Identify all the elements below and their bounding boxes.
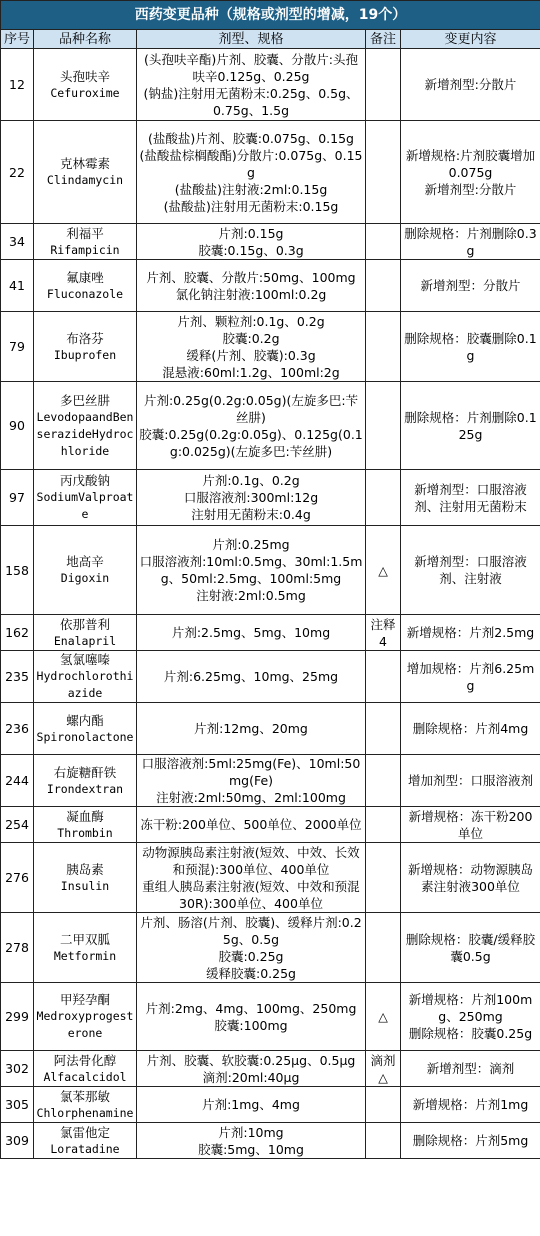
form-spec-cell: 片剂、胶囊、分散片:50mg、100mg 氯化钠注射液:100ml:0.2g: [137, 260, 366, 312]
header-form-spec: 剂型、规格: [137, 30, 366, 49]
form-spec-cell: (盐酸盐)片剂、胶囊:0.075g、0.15g (盐酸盐棕榈酸酯)分散片:0.075g、0.15g (盐酸盐)注射液:2ml:0.15g (盐酸盐)注射用无菌粉末:0.15g: [137, 121, 366, 224]
drug-name-english: SodiumValproate: [36, 490, 134, 521]
drug-name-english: Fluconazole: [46, 286, 124, 301]
drug-name-cell: [34, 1087, 137, 1123]
table-row: [1, 1123, 540, 1159]
change-cell: 新增规格：片剂100mg、250mg 删除规格：胶囊0.25g: [401, 983, 540, 1051]
table-row: [1, 983, 540, 1051]
drug-name-chinese: 布洛芬: [66, 330, 104, 346]
note-cell: 滴剂△: [366, 1051, 401, 1087]
change-cell: 删除规格：片剂删除0.125g: [401, 382, 540, 470]
drug-name-english: Rifampicin: [50, 242, 120, 257]
row-number: 158: [1, 526, 34, 615]
table-row: [1, 224, 540, 260]
change-cell: 删除规格：片剂4mg: [401, 703, 540, 755]
table-row: [1, 755, 540, 807]
change-cell: 新增剂型：滴剂: [401, 1051, 540, 1087]
change-cell: 删除规格：片剂删除0.3g: [401, 224, 540, 260]
drug-name-cell: [34, 1051, 137, 1087]
note-cell: [366, 807, 401, 843]
change-cell: 新增规格:片剂胶囊增加0.075g 新增剂型:分散片: [401, 121, 540, 224]
drug-name-cell: [34, 312, 137, 382]
drug-name-chinese: 二甲双胍: [59, 931, 110, 947]
row-number: 302: [1, 1051, 34, 1087]
header-name: 品种名称: [34, 30, 137, 49]
row-number: 12: [1, 49, 34, 121]
form-spec-cell: 片剂:0.25mg 口服溶液剂:10ml:0.5mg、30ml:1.5mg、50ml:2.5mg、100ml:5mg 注射液:2ml:0.5mg: [137, 526, 366, 615]
note-cell: [366, 224, 401, 260]
drug-name-english: Clindamycin: [46, 173, 124, 187]
table-row: [1, 703, 540, 755]
note-cell: [366, 382, 401, 470]
drug-name-cell: [34, 755, 137, 807]
change-cell: 新增规格：片剂1mg: [401, 1087, 540, 1123]
drug-name-chinese: 右旋糖酐铁: [53, 764, 117, 780]
form-spec-cell: 片剂:12mg、20mg: [137, 703, 366, 755]
drug-name-english: Spironolactone: [36, 729, 134, 744]
form-spec-cell: 片剂:2mg、4mg、100mg、250mg 胶囊:100mg: [137, 983, 366, 1051]
row-number: 305: [1, 1087, 34, 1123]
drug-name-chinese: 凝血酶: [66, 808, 104, 824]
row-number: 22: [1, 121, 34, 224]
header-change: 变更内容: [401, 30, 540, 49]
row-number: 90: [1, 382, 34, 470]
form-spec-cell: 片剂、胶囊、软胶囊:0.25μg、0.5μg 滴剂:20ml:40μg: [137, 1051, 366, 1087]
change-cell: 增加规格：片剂6.25mg: [401, 651, 540, 703]
table-row: [1, 470, 540, 526]
drug-name-chinese: 胰岛素: [66, 861, 104, 877]
drug-name-cell: [34, 260, 137, 312]
form-spec-cell: 片剂:10mg 胶囊:5mg、10mg: [137, 1123, 366, 1159]
drug-name-english: Alfacalcidol: [43, 1069, 127, 1084]
drug-name-english: Insulin: [60, 878, 110, 893]
drug-name-english: Hydrochlorothiazide: [36, 669, 134, 700]
header-note: 备注: [366, 30, 401, 49]
table-row: [1, 49, 540, 121]
note-cell: [366, 755, 401, 807]
table-row: [1, 615, 540, 651]
change-cell: 新增规格：冻干粉200单位: [401, 807, 540, 843]
drug-name-chinese: 丙戊酸钠: [59, 473, 110, 488]
table-row: [1, 1051, 540, 1087]
drug-name-cell: [34, 703, 137, 755]
table-row: [1, 1087, 540, 1123]
drug-name-english: Cefuroxime: [50, 85, 120, 100]
drug-name-chinese: 螺内酯: [66, 712, 104, 728]
form-spec-cell: 片剂:2.5mg、5mg、10mg: [137, 615, 366, 651]
drug-name-cell: [34, 224, 137, 260]
drug-name-cell: [34, 807, 137, 843]
note-cell: △: [366, 526, 401, 615]
table-row: [1, 312, 540, 382]
note-cell: [366, 843, 401, 913]
drug-name-chinese: 依那普利: [59, 616, 110, 632]
drug-name-cell: [34, 382, 137, 470]
drug-name-english: Digoxin: [60, 571, 110, 585]
note-cell: [366, 312, 401, 382]
table-row: [1, 651, 540, 703]
drug-name-chinese: 氯雷他定: [59, 1124, 110, 1140]
note-cell: [366, 49, 401, 121]
form-spec-cell: 口服溶液剂:5ml:25mg(Fe)、10ml:50mg(Fe) 注射液:2ml:50mg、2ml:100mg: [137, 755, 366, 807]
drug-name-english: Ibuprofen: [53, 347, 117, 362]
drug-name-chinese: 阿法骨化醇: [53, 1052, 117, 1068]
form-spec-cell: 片剂:6.25mg、10mg、25mg: [137, 651, 366, 703]
note-cell: [366, 470, 401, 526]
note-cell: △: [366, 983, 401, 1051]
drug-name-cell: [34, 1123, 137, 1159]
form-spec-cell: 动物源胰岛素注射液(短效、中效、长效和预混):300单位、400单位 重组人胰岛素注射液(短效、中效和预混30R):300单位、400单位: [137, 843, 366, 913]
change-cell: 增加剂型：口服溶液剂: [401, 755, 540, 807]
change-cell: 删除规格：胶囊/缓释胶囊0.5g: [401, 913, 540, 983]
row-number: 97: [1, 470, 34, 526]
row-number: 236: [1, 703, 34, 755]
row-number: 41: [1, 260, 34, 312]
drug-name-cell: [34, 983, 137, 1051]
form-spec-cell: 片剂:1mg、4mg: [137, 1087, 366, 1123]
form-spec-cell: 片剂:0.15g 胶囊:0.15g、0.3g: [137, 224, 366, 260]
row-number: 254: [1, 807, 34, 843]
drug-name-cell: [34, 913, 137, 983]
drug-name-chinese: 地高辛: [66, 554, 104, 569]
table-row: [1, 526, 540, 615]
drug-name-english: Enalapril: [53, 633, 117, 648]
change-cell: 删除规格：胶囊删除0.1g: [401, 312, 540, 382]
drug-name-english: Medroxyprogesterone: [36, 1009, 134, 1040]
change-cell: 删除规格：片剂5mg: [401, 1123, 540, 1159]
note-cell: [366, 260, 401, 312]
form-spec-cell: 片剂、颗粒剂:0.1g、0.2g 胶囊:0.2g 缓释(片剂、胶囊):0.3g 混悬液:60ml:1.2g、100ml:2g: [137, 312, 366, 382]
form-spec-cell: (头孢呋辛酯)片剂、胶囊、分散片:头孢呋辛0.125g、0.25g (钠盐)注射用无菌粉末:0.25g、0.5g、0.75g、1.5g: [137, 49, 366, 121]
table-row: [1, 807, 540, 843]
form-spec-cell: 冻干粉:200单位、500单位、2000单位: [137, 807, 366, 843]
drug-name-english: LevodopaandBenserazideHydrochloride: [36, 409, 134, 458]
row-number: 276: [1, 843, 34, 913]
drug-name-cell: [34, 526, 137, 615]
note-cell: [366, 703, 401, 755]
drug-name-english: Thrombin: [57, 825, 113, 840]
change-cell: 新增剂型：口服溶液剂、注射液: [401, 526, 540, 615]
row-number: 278: [1, 913, 34, 983]
drug-name-cell: [34, 49, 137, 121]
drug-name-english: Irondextran: [46, 781, 124, 796]
drug-name-cell: [34, 470, 137, 526]
row-number: 79: [1, 312, 34, 382]
change-cell: 新增剂型：口服溶液剂、注射用无菌粉末: [401, 470, 540, 526]
drug-name-cell: [34, 651, 137, 703]
note-cell: [366, 121, 401, 224]
drug-name-cell: [34, 615, 137, 651]
drug-name-chinese: 氯苯那敏: [59, 1088, 110, 1104]
drug-name-chinese: 氟康唑: [66, 269, 104, 285]
table-row: [1, 382, 540, 470]
drug-name-english: Loratadine: [50, 1141, 120, 1156]
note-cell: 注释4: [366, 615, 401, 651]
change-cell: 新增剂型:分散片: [401, 49, 540, 121]
header-row: [1, 30, 540, 49]
table-row: [1, 843, 540, 913]
change-cell: 新增规格：片剂2.5mg: [401, 615, 540, 651]
note-cell: [366, 651, 401, 703]
form-spec-cell: 片剂、肠溶(片剂、胶囊)、缓释片剂:0.25g、0.5g 胶囊:0.25g 缓释胶囊:0.25g: [137, 913, 366, 983]
form-spec-cell: 片剂:0.25g(0.2g:0.05g)(左旋多巴:苄丝肼) 胶囊:0.25g(0.2g:0.05g)、0.125g(0.1g:0.025g)(左旋多巴:苄丝肼): [137, 382, 366, 470]
drug-name-chinese: 利福平: [66, 225, 104, 241]
drug-name-cell: [34, 843, 137, 913]
drug-name-cell: [34, 121, 137, 224]
table-row: [1, 913, 540, 983]
form-spec-cell: 片剂:0.1g、0.2g 口服溶液剂:300ml:12g 注射用无菌粉末:0.4g: [137, 470, 366, 526]
change-cell: 新增规格：动物源胰岛素注射液300单位: [401, 843, 540, 913]
row-number: 244: [1, 755, 34, 807]
table-row: [1, 260, 540, 312]
drug-name-chinese: 氢氯噻嗪: [59, 652, 110, 667]
row-number: 34: [1, 224, 34, 260]
change-cell: 新增剂型：分散片: [401, 260, 540, 312]
note-cell: [366, 913, 401, 983]
drug-name-english: Metformin: [53, 948, 117, 963]
note-cell: [366, 1123, 401, 1159]
row-number: 299: [1, 983, 34, 1051]
drug-name-chinese: 头孢呋辛: [59, 68, 110, 84]
row-number: 235: [1, 651, 34, 703]
drug-name-chinese: 克林霉素: [59, 156, 110, 171]
header-no: 序号: [1, 30, 34, 49]
drug-name-chinese: 甲羟孕酮: [59, 992, 110, 1007]
drug-name-chinese: 多巴丝肼: [59, 392, 110, 408]
table-title: 西药变更品种（规格或剂型的增减，19个）: [1, 1, 540, 30]
table-row: [1, 121, 540, 224]
row-number: 162: [1, 615, 34, 651]
drug-name-english: Chlorphenamine: [36, 1105, 134, 1120]
note-cell: [366, 1087, 401, 1123]
row-number: 309: [1, 1123, 34, 1159]
